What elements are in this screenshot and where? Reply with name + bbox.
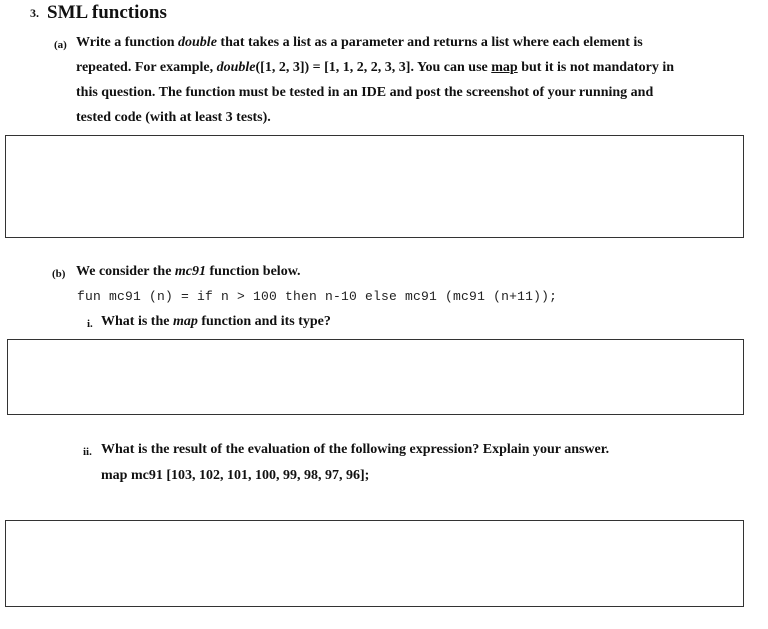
part-a-line-1-before: Write a function [76,35,179,50]
mc91-code: fun mc91 (n) = if n > 100 then n-10 else mc91 (mc91 (n+11)); [77,289,558,304]
mc91-function-name: mc91 [174,264,207,279]
part-b-label: (b) [52,268,66,280]
part-a-line-2-after: but it is not mandatory in [517,60,675,75]
map-link[interactable]: map [491,60,518,75]
double-function-name: double [178,35,217,50]
question-title: SML functions [47,2,167,23]
part-a-label: (a) [54,39,67,51]
answer-box-b-i[interactable] [7,339,744,415]
sub-i-label: i. [87,318,93,330]
double-example-name: double [216,60,256,75]
part-a-line-1 [76,35,643,51]
part-b-intro-after: function below. [206,264,301,279]
question-number: 3. [30,6,39,20]
part-a-line-2-mid: ([1, 2, 3]) = [1, 1, 2, 2, 3, 3]. You can use [255,60,492,75]
sub-ii-expression: map mc91 [103, 102, 101, 100, 99, 98, 97, 96]; [101,468,370,483]
sub-ii-label: ii. [83,446,92,458]
answer-box-b-ii[interactable] [5,520,744,607]
map-function-name: map [172,314,198,329]
part-b-intro-before: We consider the [76,264,175,279]
answer-box-a[interactable] [5,135,744,238]
sub-i-text [101,314,331,330]
part-a-line-1-after: that takes a list as a parameter and returns a list where each element is [216,35,643,50]
part-a-line-4: tested code (with at least 3 tests). [76,110,271,125]
part-b-intro [76,264,301,280]
sub-i-text-after: function and its type? [197,314,331,329]
part-a-line-2-before: repeated. For example, [76,60,217,75]
sub-ii-text: What is the result of the evaluation of the following expression? Explain your answer. [101,442,610,457]
part-a-line-2 [76,60,674,76]
sub-i-text-before: What is the [101,314,173,329]
part-a-line-3: this question. The function must be tested in an IDE and post the screenshot of your running and [76,85,654,100]
